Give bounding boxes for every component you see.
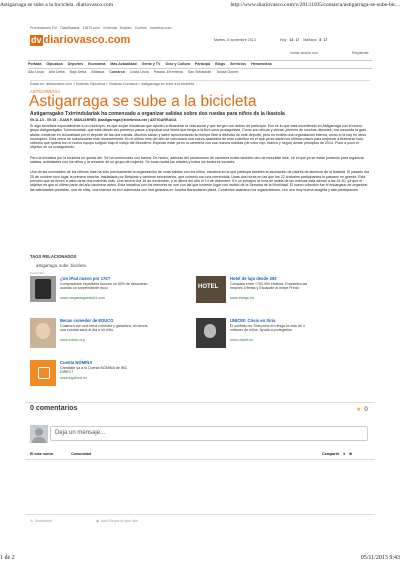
nav-hemeroteca[interactable]: Hemeroteca [251,62,272,67]
subheadline: Astigarragako Txirrindulariak ha comenzado a organizar salidas sobre dos ruedas para niños de la ikastola [30,111,285,117]
topbar-link-coches[interactable]: Coches [134,26,147,30]
star-icon: ★ [356,407,362,413]
tags-list[interactable]: astigarraga, sube, bicicleta [36,263,86,268]
nav-ocio-cultura[interactable]: Ocio y Cultura [165,62,190,67]
ad-educo-text: Colabora con una beca comedor y garantiza, al menos, una comida sana al día a un niño. [60,324,149,333]
weather-tomorrow-max: 17 [323,38,328,42]
ad-educo-title[interactable]: Becas comedor de EDUCO [60,318,114,323]
comments-divider [25,402,375,403]
comment-input-placeholder: Deja un mensaje... [55,430,106,436]
subnav-costa-urola[interactable]: Costa Urola [129,69,149,74]
section-label: ASTIGARRAGA [30,89,61,94]
ad-unicef-title[interactable]: UNICEF. Crisis en Siria [230,318,276,323]
weather-today-min: 13 [289,38,294,42]
subscribe-label: Suscríbete [35,519,53,523]
paragraph-3: Una de las novedades de los últimos días ha sido precisamente la organización de unas salidas con los niños, iniciativa en la que participa también la asociación de padres de alumnos de la ikastola. El pasado día 25 de octubre tuvo lugar la primera marcha, trasladada por Belaontz y caminos secundarios, que culminó con una merendola. Unas dos horas en las que los 22 chavales participantes lo pasaron en grande. Está previsto que se lleven a cabo otras dos marchas más. Una será el día 16 de noviembre, y la última del año el 14 de diciembre. En un principio la hora de salida de las mismas está siendo a las 15.30, ya que el objetivo es que el último parte del año oscurece antes. Esta iniciativa con los menores se une con las que tuvieron lugar con motivo de la Semana de la Movilidad. El nuevo colectivo fue el encargado de organizar las actividades previstas, una de ellas, una marcha en bici culminada con una gimkana en Joseba Barandiaran plaza. Contentos acabaron los organizadores, con una muy buena acogida y alta participación. [30,170,370,192]
ad-ing-title[interactable]: Cuenta NÓMINA [60,360,93,365]
ad-ing-image [30,360,56,386]
comments-count: 0 [364,406,368,413]
ad-ing[interactable] [30,360,170,396]
comments-tabs-divider [25,459,375,460]
ad-hotel[interactable] [196,276,346,312]
ad-ipad-text: Compradores españoles buscan un 80% de descuento usando un sorprendente truco [60,282,148,291]
gear-icon[interactable]: ⚙ [349,452,353,456]
share-button[interactable]: Compartir [322,452,340,456]
ad-ing-text: Cámbiate ya a la Cuenta NÓMINA de ING DIRECT [60,366,128,375]
ad-ipad-url[interactable]: www.megabargainks24.com [60,296,105,300]
topbar-link-muerhoy[interactable]: muerhoy.com [149,26,172,30]
chevron-down-icon[interactable]: ▾ [343,452,345,456]
comments-tabs [30,452,370,456]
comment-input[interactable] [50,426,368,441]
topbar-link-promociones[interactable]: Promociones DV [30,26,57,30]
nav-servicios[interactable]: Servicios [230,62,247,67]
nav-participa[interactable]: Participa [194,62,211,67]
add-disqus-label: Add Disqus to your site [101,519,139,523]
topbar-link-vivienda[interactable]: Vivienda [102,26,117,30]
print-datetime: 05/11/2013 9:43 [360,555,400,561]
paragraph-1: Si algo beneficia especialmente a un municipio, es que surjan iniciativas que ayuden a dinamizar la vida social y que surgen con ánimo de participar. Eso es lo que está sucediendo en Astigarraga con el nuevo grupo Astigarragako Txirrindulariak, que está dando sus primeros pasos a impulsar una oferta que tenga a la bici como protagonista. Como son chicos y chicas, jóvenes de muchos deportes, era conocida la gran afición existente en la localidad por el deporte de las dos ruedas. Muchos salían y salen aprovechando su tiempo libre a disfrutar de este deporte, pero no existía una organización interna, como sí la hay en otros municipios. Está cerca de solucionarse este inconveniente. En el último mes del año se convocará una nueva asamblea de este colectivo en el que ya se darán los últimos pasos para empezar a federarse todo ciclismo que quiera con el nuevo equipo surgido bajo el cobijo del Munderro. Esperan estar ya en la carretera con sus nuevos maillots (de color rojo, blanco y negro) desde principios de 2014. Poco a poco el objetivo se va consiguiendo. [30,124,367,150]
avatar [30,425,48,443]
nav-portada[interactable]: Portada [28,62,42,67]
ad-hotel-text: Compara entre +700.000 Hoteles. Encuentra las mejores Ofertas y Escápate al mejor Precio [230,282,308,291]
byline: 05.11.13 - 00:15 - JUAN F. MANJARRÉS jbastigarraga@telefonica.net | ASTIGARRAGA [30,118,177,122]
subnav-tolosa[interactable]: Tolosa Goierri [216,69,239,74]
ad-ing-url[interactable]: www.ingdirect.es [60,376,87,380]
print-url: http://www.diariovasco.com/v/20131105/comarca/astigarraga-se-sube-bic... [230,2,400,8]
ad-educo-image [30,318,56,348]
topbar [30,26,370,30]
tags-title: TAGS RELACIONADOS [30,254,77,259]
subnav-comarca[interactable]: Comarca [109,69,125,74]
print-page: 1 de 2 [0,555,15,561]
topbar-link-11870[interactable]: 11870.com [82,26,100,30]
ad-unicef[interactable] [196,318,346,354]
ad-ipad[interactable] [30,276,160,312]
subnav-alto-deba[interactable]: Alto Deba [48,69,65,74]
primary-nav [28,60,372,69]
article-body [30,124,370,192]
subnav-pasaia[interactable]: Pasaia -Errenteria [153,69,183,74]
topbar-link-empleo[interactable]: Empleo [119,26,132,30]
comments-rating[interactable] [356,406,368,413]
disqus-icon: ◉ [96,519,100,523]
nav-deportes[interactable]: Deportes [67,62,84,67]
headline: Astigarraga se sube a la bicicleta [29,93,257,110]
footer-divider [25,514,375,515]
logo-dv: dv [31,34,42,45]
nav-gente-tv[interactable]: Gente y TV [141,62,161,67]
share-area [322,452,352,456]
topbar-link-clasificados[interactable]: Clasificados [59,26,80,30]
ad-educo-url[interactable]: www.educo.org [60,338,85,342]
subnav-san-sebastian[interactable]: San Sebastián [187,69,212,74]
subscribe-link[interactable] [30,519,52,523]
tab-best[interactable]: El más nuevo [30,452,54,456]
secondary-nav [28,69,372,75]
subnav-bidasoa[interactable]: Bidasoa [91,69,105,74]
logo-text: diariovasco.com [43,34,131,46]
paragraph-2: Pero la iniciativa por la bicicleta no queda ahí. Se ha comenzado con fuerza. De hecho, además del cicloturismo de carretera existe también otro de mountain bike, en el que ya se están juntando para organizar salidas, actividades con los niños y la creación de un grupo de mujeres. Se tocan todas las edades y todos los sectores sociales. [30,155,365,165]
weather-tomorrow-label: Mañana [303,38,317,42]
login-link[interactable]: Iniciar sesión con [290,51,318,55]
ad-ipad-image [30,276,56,302]
nav-blogs[interactable]: Blogs [215,62,226,67]
nav-economia[interactable]: Economía [88,62,106,67]
current-date: Martes, 5 noviembre 2013 [214,38,256,42]
print-title: Astigarraga se sube a la bicicleta. diariovasco.com [0,2,114,8]
ads-label: Publicidad [30,271,44,275]
comments-title: 0 comentarios [30,405,78,412]
site-logo[interactable] [30,34,130,46]
nav-mas-actualidad[interactable]: Más Actualidad [110,62,137,67]
ad-educo[interactable] [30,318,170,354]
weather-today-label: Hoy [280,38,287,42]
weather [280,38,327,42]
breadcrumb[interactable]: Estás en: diariovasco.com > Noticias Gipuzkoa > Noticias Comarca > Astigarraga se sube a la bicicleta [30,80,370,86]
ad-unicef-image [196,318,226,348]
ad-unicef-text: El conflicto en Siria pone en riesgo la vida de 4 millones de niños. Ayuda a protegerlos [230,324,305,333]
ad-hotel-image: HOTEL [196,276,226,303]
add-disqus-link[interactable] [96,519,138,523]
weather-tomorrow-min: 8 [319,38,322,42]
mail-icon: ✉ [30,519,34,523]
subnav-bajo-deba[interactable]: Bajo Deba [69,69,87,74]
ad-hotel-url[interactable]: www.trivago.es [230,296,255,300]
nav-gipuzkoa[interactable]: Gipuzkoa [46,62,63,67]
ad-hotel-title[interactable]: Hotel de lujo desde 30€ [230,276,277,281]
subnav-alto-urola[interactable]: Alto Urola [28,69,44,74]
tab-community[interactable]: Comunidad [71,452,91,456]
weather-today-max: 17 [295,38,300,42]
register-link[interactable]: Regístrate [352,51,369,55]
ad-unicef-url[interactable]: www.unicef.es [230,338,253,342]
ad-ipad-title[interactable]: ¿Un iPad nuevo por 17€? [60,276,111,281]
